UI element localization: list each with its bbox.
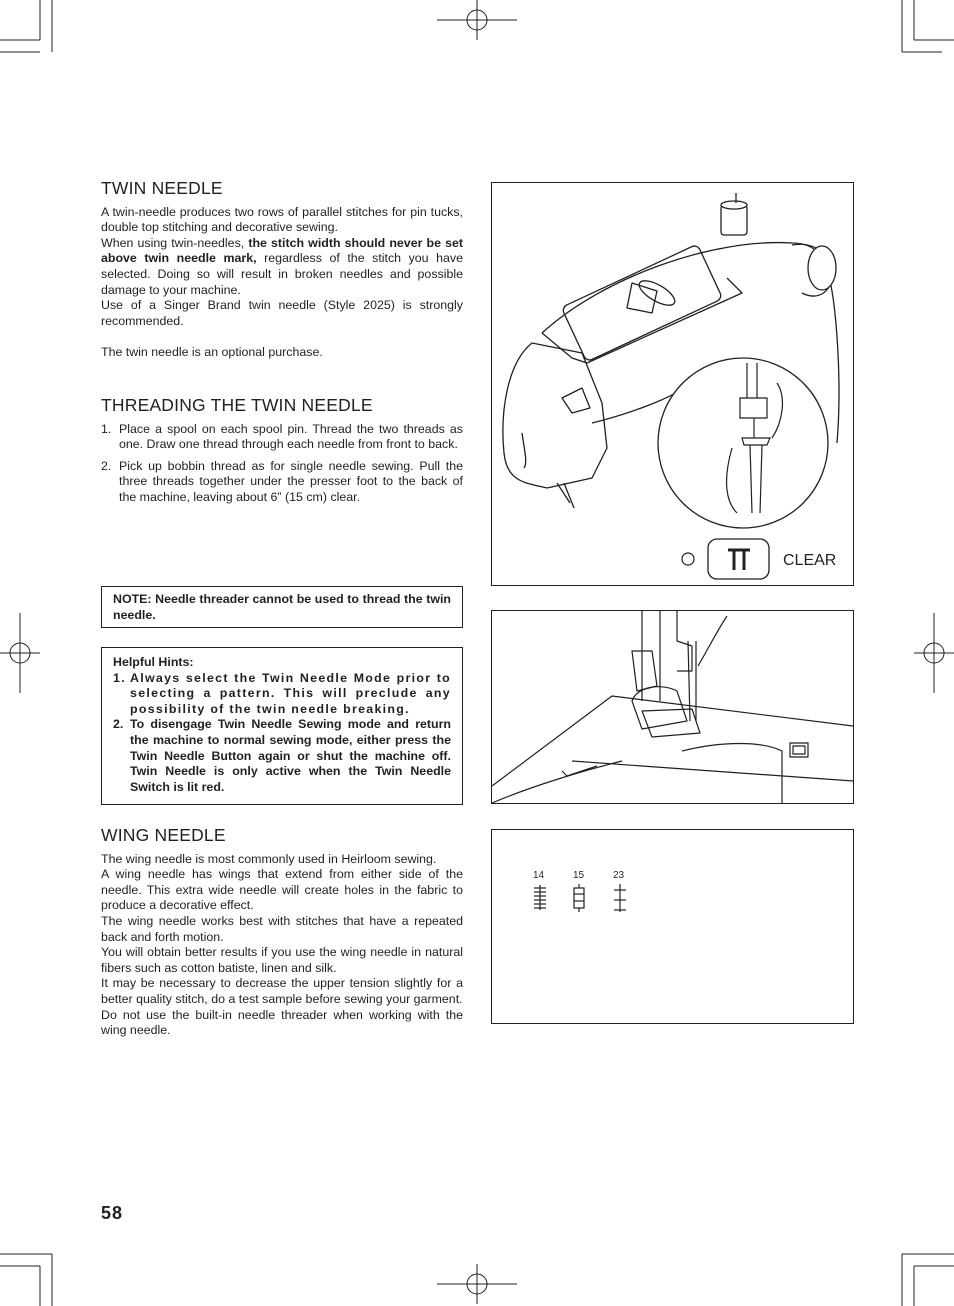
twin-needle-recommendation: Use of a Singer Brand twin needle (Style 2025) is strongly recommended. bbox=[101, 298, 463, 328]
stitch-23-icon bbox=[614, 884, 626, 912]
wing-needle-paragraph: The wing needle works best with stitches that have a repeated back and forth motion. bbox=[101, 913, 463, 944]
figure-machine-threading bbox=[491, 182, 854, 586]
twin-needle-warning: When using twin-needles, the stitch width should never be set above twin needle mark, regardless of the stitch you have selected. Doing so will result in broken needles and possible damage to your machine. bbox=[101, 235, 463, 297]
hints-title: Helpful Hints: bbox=[113, 655, 194, 669]
figure-stitch-patterns bbox=[491, 829, 854, 1024]
threading-section bbox=[101, 395, 463, 512]
stitch-15-icon bbox=[574, 884, 584, 912]
indicator-light-icon bbox=[682, 553, 694, 565]
wing-needle-paragraph: You will obtain better results if you use the wing needle in natural fibers such as cotton batiste, linen and silk. bbox=[101, 945, 463, 975]
stitch-number: 14 bbox=[533, 870, 545, 881]
stitch-14-icon bbox=[534, 885, 546, 910]
wing-needle-paragraph: A wing needle has wings that extend from either side of the needle. This extra wide needle will create holes in the fabric to produce a decorative effect. bbox=[101, 867, 463, 913]
wing-needle-paragraph: It may be necessary to decrease the upper tension slightly for a better quality stitch, do a test sample before sewing your garment. bbox=[101, 976, 463, 1006]
page-number: 58 bbox=[101, 1203, 124, 1223]
stitch-number: 15 bbox=[573, 870, 585, 881]
twin-needle-heading: TWIN NEEDLE bbox=[101, 178, 223, 198]
threading-heading: THREADING THE TWIN NEEDLE bbox=[101, 395, 373, 415]
note-text: NOTE: Needle threader cannot be used to thread the twin needle. bbox=[113, 592, 451, 622]
wing-needle-heading: WING NEEDLE bbox=[101, 825, 226, 845]
threading-steps bbox=[101, 422, 463, 506]
wing-needle-paragraph: The wing needle is most commonly used in Heirloom sewing. bbox=[101, 851, 437, 866]
hint-item: 1. Always select the Twin Needle Mode prior to selecting a pattern. This will preclude any possibility of the twin needle breaking. bbox=[113, 670, 451, 716]
machine-illustration bbox=[492, 183, 853, 585]
hints-list bbox=[113, 671, 451, 796]
wing-needle-paragraph: Do not use the built-in needle threader when working with the wing needle. bbox=[101, 1007, 463, 1038]
hints-box bbox=[101, 647, 463, 805]
presser-foot-illustration bbox=[492, 611, 853, 803]
twin-needle-optional: The twin needle is an optional purchase. bbox=[101, 344, 323, 359]
clear-label: CLEAR bbox=[783, 552, 837, 569]
twin-needle-section bbox=[101, 178, 463, 361]
threading-step: 2. Pick up bobbin thread as for single needle sewing. Pull the three threads together under the presser foot to the back of the machine, leaving about 6” (15 cm) clear. bbox=[101, 458, 463, 504]
twin-needle-button-icon bbox=[708, 539, 769, 579]
hint-item: 2. To disengage Twin Needle Sewing mode and return the machine to normal sewing mode, either press the Twin Needle Button again or shut the machine off. Twin Needle is only active when the Twin Needle Switch is lit red. bbox=[113, 717, 451, 794]
note-box bbox=[101, 586, 463, 628]
figure-presser-foot bbox=[491, 610, 854, 804]
twin-needle-intro: A twin-needle produces two rows of parallel stitches for pin tucks, double top stitching and decorative sewing. bbox=[101, 204, 463, 235]
stitch-number: 23 bbox=[613, 870, 625, 881]
wing-needle-section bbox=[101, 825, 463, 1039]
stitch-pattern-list bbox=[492, 830, 853, 1023]
threading-step: 1. Place a spool on each spool pin. Thread the two threads as one. Draw one thread through each needle from front to back. bbox=[101, 421, 463, 452]
